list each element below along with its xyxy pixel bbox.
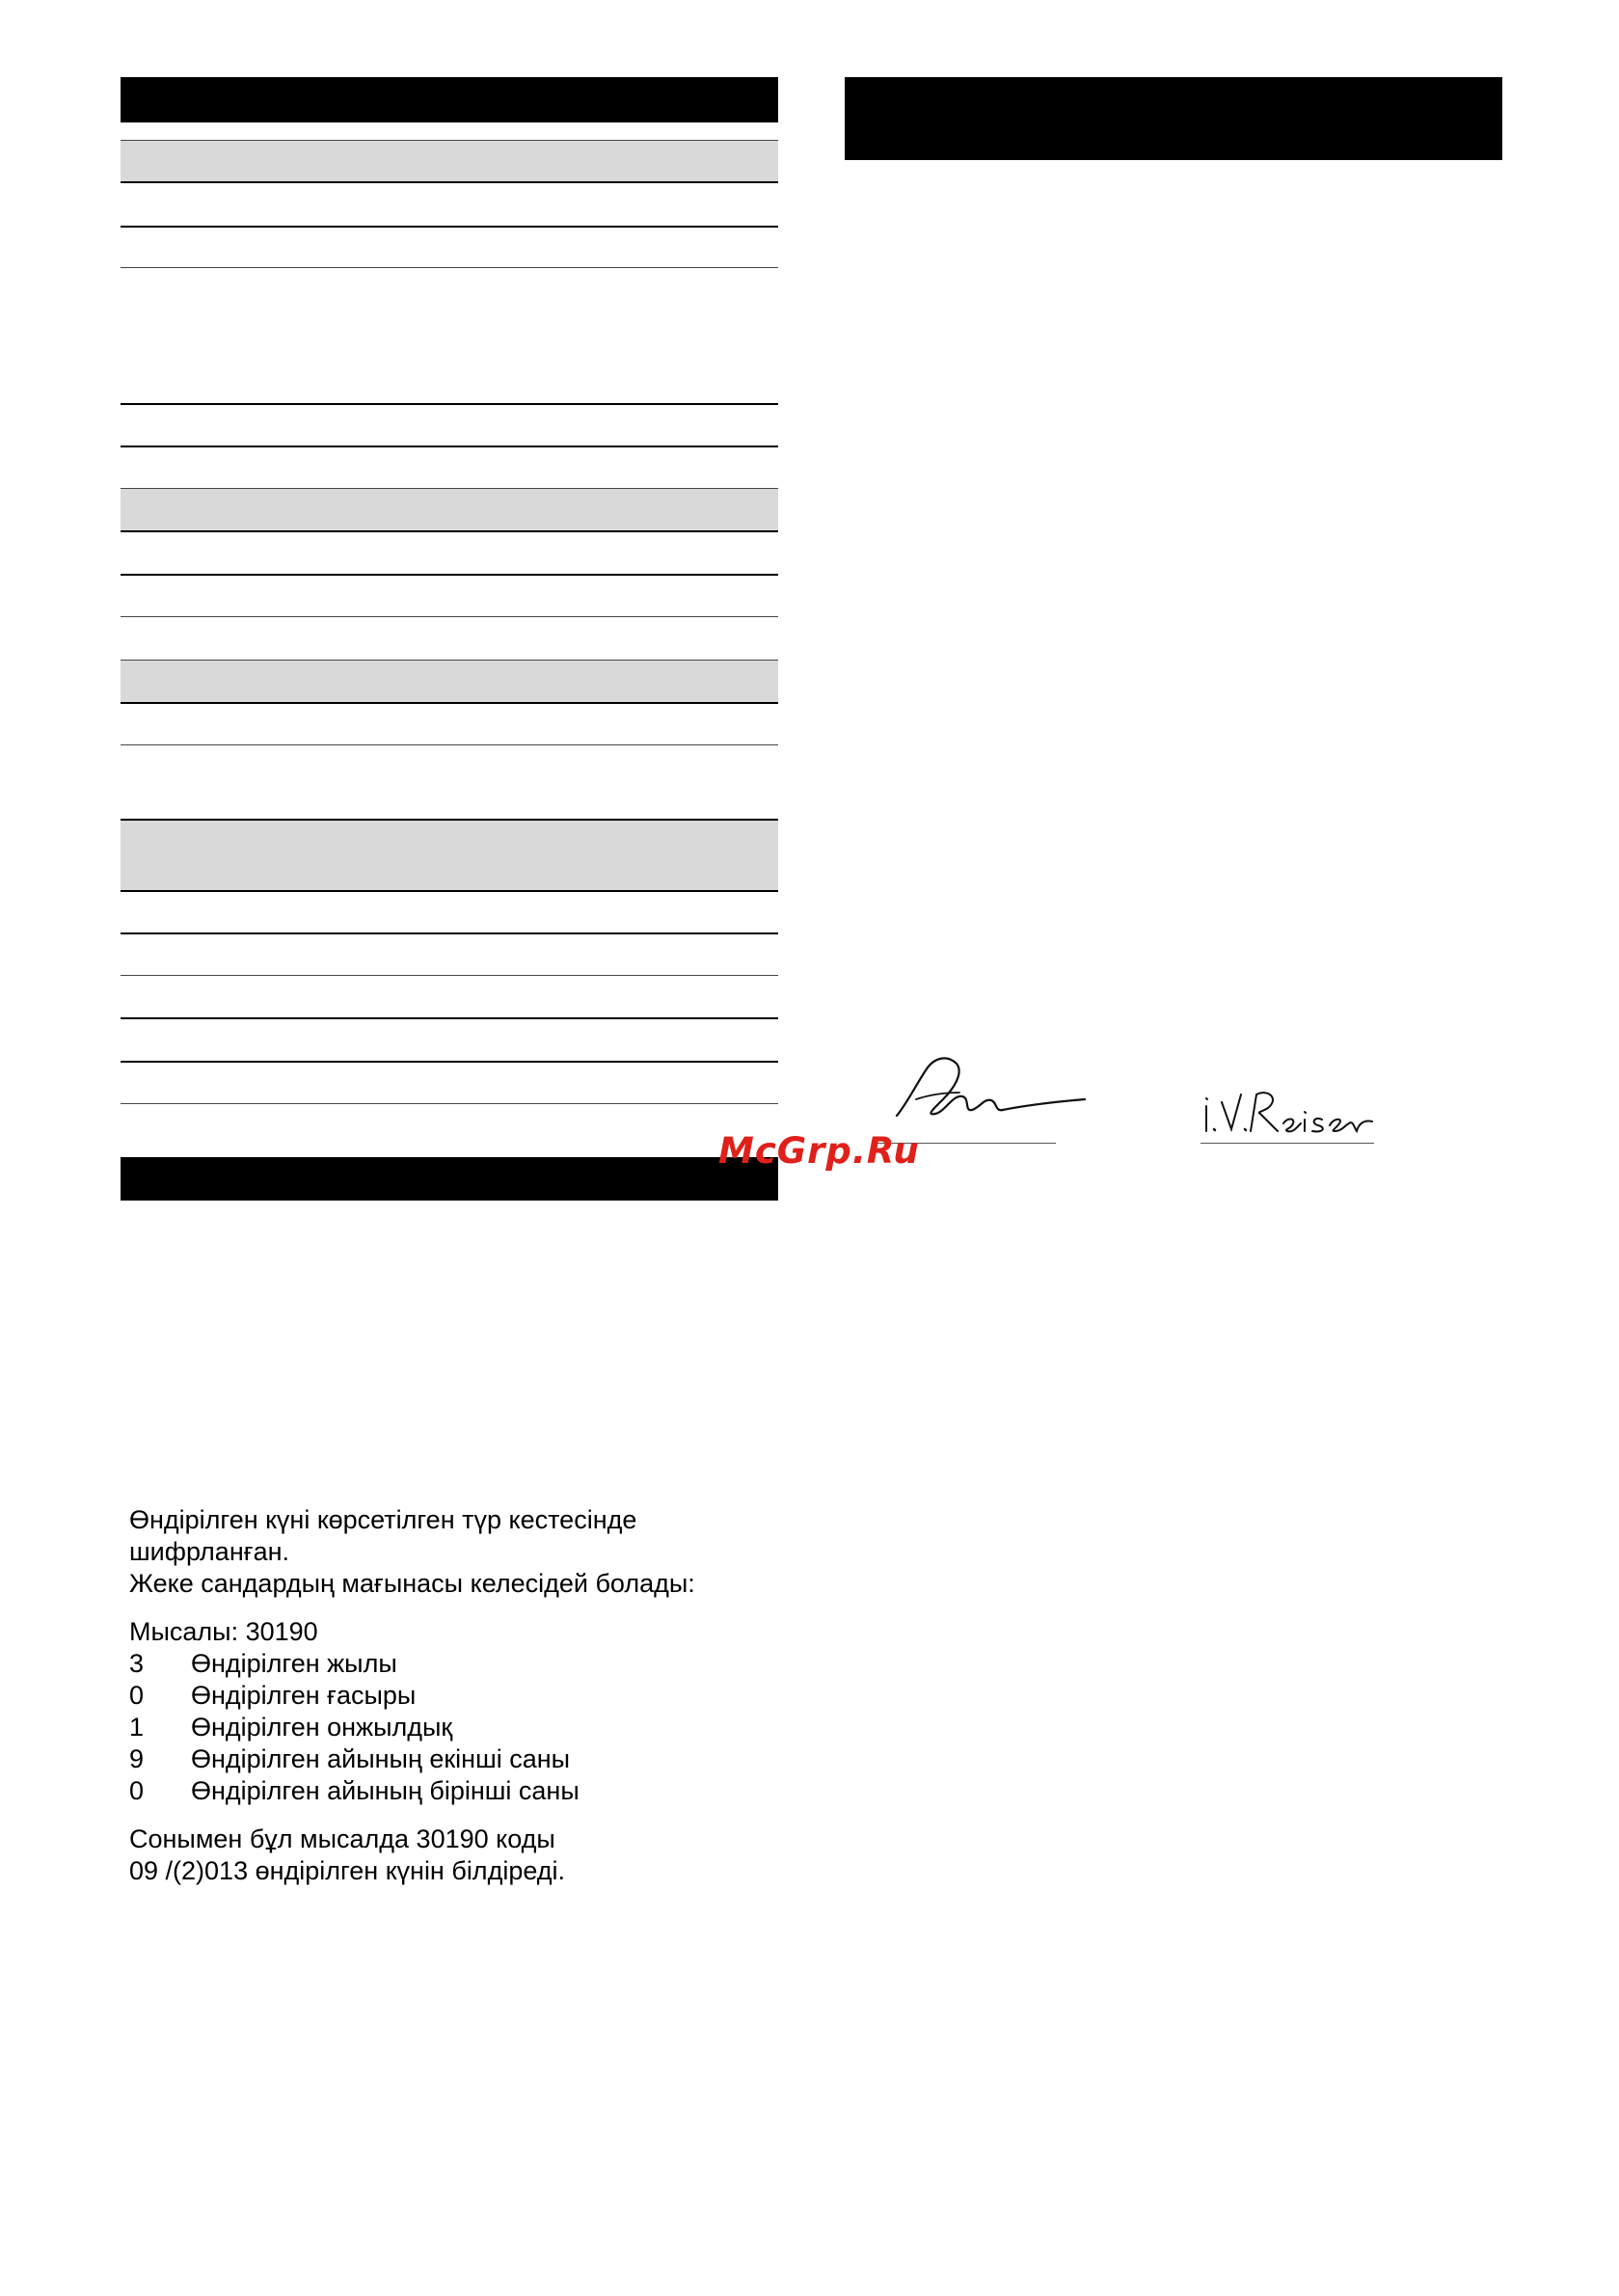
table-row-divider: [121, 267, 778, 268]
signature-left: [887, 1046, 1090, 1143]
table-row-divider: [121, 819, 778, 821]
conclusion-line: Сонымен бұл мысалда 30190 коды: [129, 1824, 555, 1853]
list-item-digit: 3: [129, 1649, 145, 1678]
table-row-divider: [121, 140, 778, 141]
table-row-divider: [121, 702, 778, 704]
table-row-divider: [121, 890, 778, 892]
table-section-band: [121, 140, 778, 182]
date-code-section: [129, 1504, 695, 1887]
table-row-divider: [121, 1017, 778, 1019]
list-item: [129, 1680, 695, 1712]
example-label: Мысалы: 30190: [129, 1617, 318, 1646]
table-row-divider: [121, 574, 778, 576]
list-item-meaning: Өндірілген онжылдық: [191, 1713, 453, 1742]
declaration-header-bar: [845, 77, 1502, 160]
list-item-digit: 1: [129, 1713, 145, 1742]
table-row-divider: [121, 1061, 778, 1063]
section-header-bar: [121, 1157, 778, 1201]
intro-line: шифрланған.: [129, 1537, 290, 1566]
table-section-band: [121, 488, 778, 530]
table-row-divider: [121, 488, 778, 489]
table-row-divider: [121, 530, 778, 532]
table-section-band: [121, 660, 778, 702]
list-item-digit: 9: [129, 1744, 145, 1773]
list-item: [129, 1743, 695, 1775]
list-item: [129, 1775, 695, 1807]
table-row-divider: [121, 1103, 778, 1104]
table-row-divider: [121, 181, 778, 183]
list-item-meaning: Өндірілген жылы: [191, 1649, 397, 1678]
table-row-divider: [121, 660, 778, 661]
table-row-divider: [121, 446, 778, 447]
table-section-band: [121, 819, 778, 890]
list-item-digit: 0: [129, 1681, 145, 1710]
intro-line: Өндірілген күні көрсетілген түр кестесінде: [129, 1505, 637, 1534]
list-item-digit: 0: [129, 1776, 145, 1805]
table-row-divider: [121, 226, 778, 228]
signature-right: [1201, 1085, 1379, 1143]
list-item-meaning: Өндірілген ғасыры: [191, 1681, 417, 1710]
conclusion-line: 09 /(2)013 өндірілген күнін білдіреді.: [129, 1856, 566, 1885]
table-row-divider: [121, 744, 778, 745]
intro-line: Жеке сандардың мағынасы келесідей болады:: [129, 1569, 695, 1598]
list-item-meaning: Өндірілген айының бірінші саны: [191, 1776, 580, 1805]
table-row-divider: [121, 403, 778, 405]
table-row-divider: [121, 932, 778, 934]
table-row-divider: [121, 616, 778, 617]
list-item-meaning: Өндірілген айының екінші саны: [191, 1744, 571, 1773]
signature-right-line: [1201, 1143, 1374, 1144]
list-item: [129, 1648, 695, 1680]
watermark: McGrp.Ru: [718, 1130, 920, 1172]
list-item: [129, 1712, 695, 1743]
table-header-bar: [121, 77, 778, 122]
table-row-divider: [121, 975, 778, 976]
